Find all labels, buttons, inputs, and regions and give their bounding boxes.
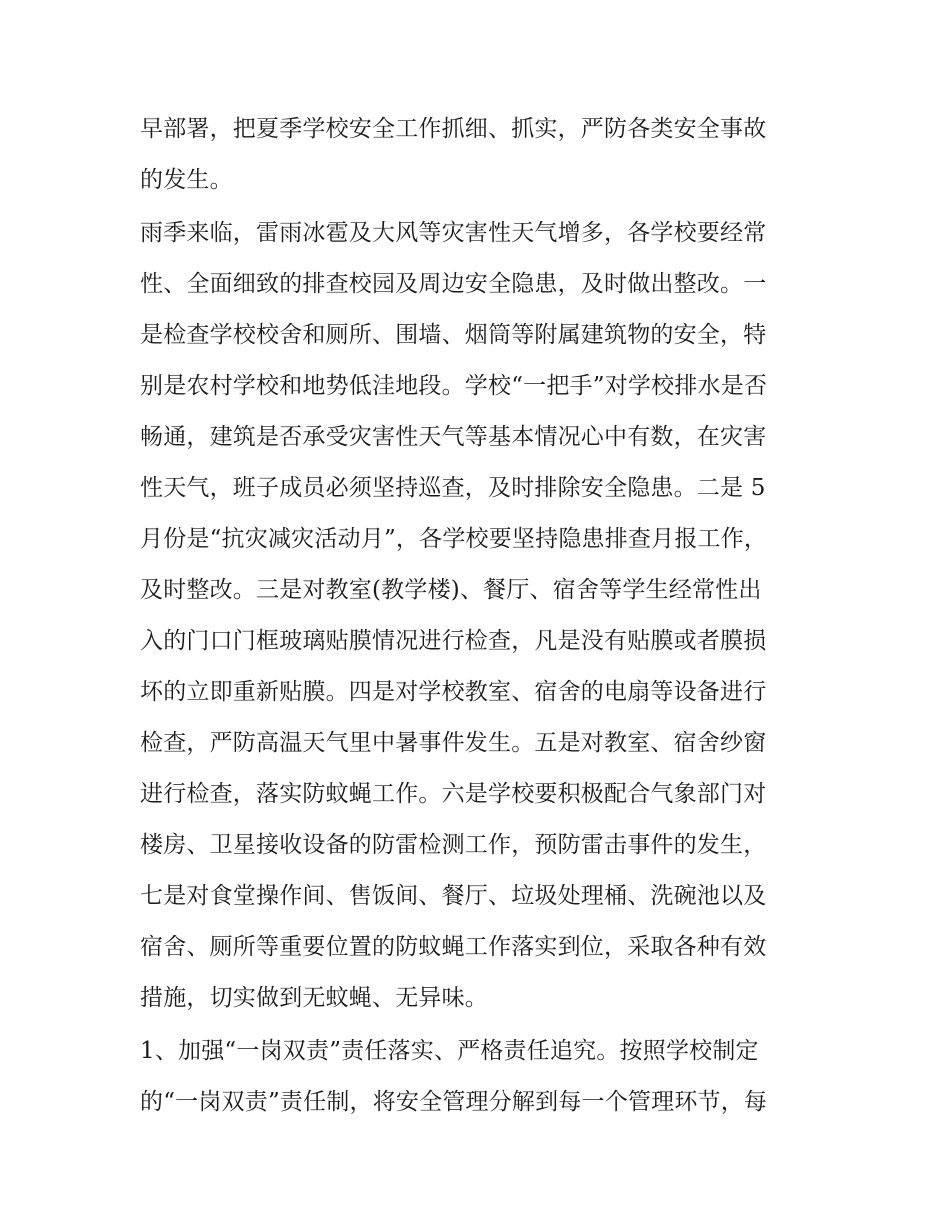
text-line: 别是农村学校和地势低洼地段。学校“一把手”对学校排水是否 (140, 373, 768, 399)
text-line: 月份是“抗灾减灾活动月”，各学校要坚持隐患排查月报工作， (140, 526, 768, 552)
text-line: 宿舍、厕所等重要位置的防蚊蝇工作落实到位，采取各种有效 (140, 934, 767, 960)
paragraph-1 (140, 104, 812, 206)
text-line: 的发生。 (140, 167, 233, 193)
text-line: 畅通，建筑是否承受灾害性天气等基本情况心中有数，在灾害 (140, 424, 767, 450)
paragraph-2 (140, 208, 812, 1024)
text-line: 坏的立即重新贴膜。四是对学校教室、宿舍的电扇等设备进行 (140, 679, 767, 705)
text-line: 及时整改。三是对教室(教学楼)、餐厅、宿舍等学生经常性出 (140, 577, 762, 603)
text-line: 是检查学校校舍和厕所、围墙、烟筒等附属建筑物的安全，特 (140, 322, 767, 348)
paragraph-3 (140, 1026, 812, 1128)
document-body (140, 104, 812, 1128)
text-line: 早部署，把夏季学校安全工作抓细、抓实，严防各类安全事故 (140, 116, 767, 142)
text-line: 性天气，班子成员必须坚持巡查，及时排除安全隐患。二是 5 (140, 475, 766, 501)
text-line: 性、全面细致的排查校园及周边安全隐患，及时做出整改。一 (140, 271, 767, 297)
text-line: 雨季来临，雷雨冰雹及大风等灾害性天气增多，各学校要经常 (140, 220, 767, 246)
text-line: 检查，严防高温天气里中暑事件发生。五是对教室、宿舍纱窗 (140, 730, 767, 756)
text-line: 七是对食堂操作间、售饭间、餐厅、垃圾处理桶、洗碗池以及 (140, 883, 767, 909)
text-line: 入的门口门框玻璃贴膜情况进行检查，凡是没有贴膜或者膜损 (140, 628, 767, 654)
text-line: 楼房、卫星接收设备的防雷检测工作，预防雷击事件的发生， (140, 832, 767, 858)
text-line: 的“一岗双责”责任制，将安全管理分解到每一个管理环节，每 (140, 1089, 768, 1115)
text-line: 1、加强“一岗双责”责任落实、严格责任追究。按照学校制定 (140, 1038, 759, 1064)
text-line: 措施，切实做到无蚊蝇、无异味。 (140, 985, 488, 1011)
text-line: 进行检查，落实防蚊蝇工作。六是学校要积极配合气象部门对 (140, 781, 767, 807)
